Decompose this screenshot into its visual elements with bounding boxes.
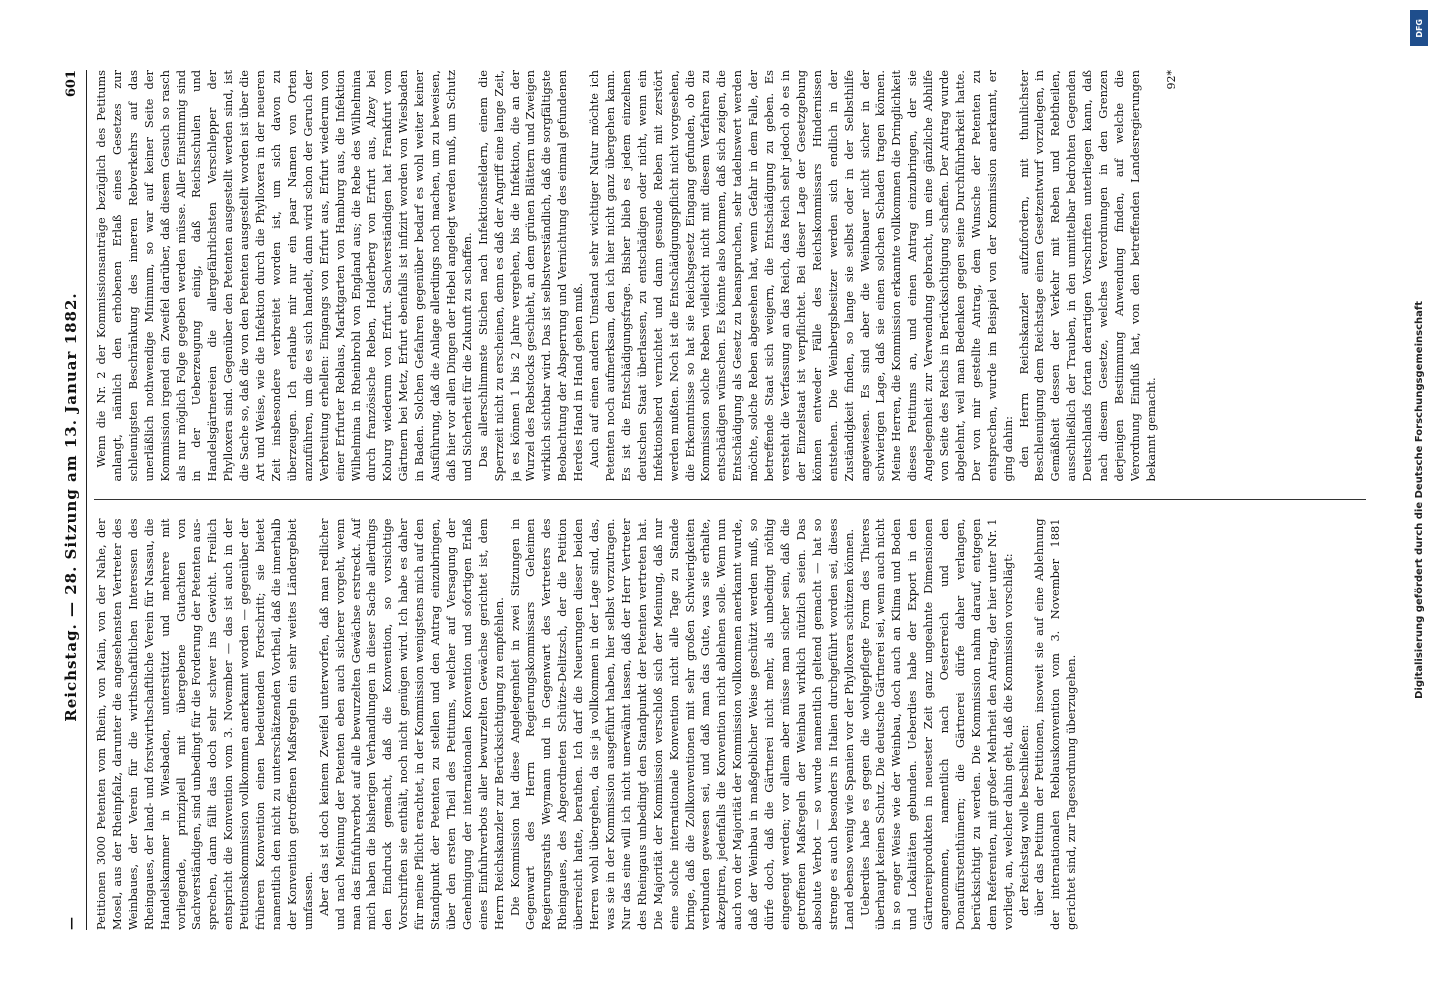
paragraph: Das allerschlimmste Stichen nach Infektionsfeldern, einem die Sperrzeit nicht zu erscheinen, denn es daß der Angriff eine lange Zeit, ja es können 1 bis 2 Jahre vergehen, bis die Infektion, die an der Wurzel des Rebstocks geschieht, an dem grünen Blättern und Zweigen wirklich sichtbar wird. Das ist selbstverständlich, daß die sorgfältigste Beobachtung der Absperrung und Vernichtung des einmal gefundenen Herdes Hand in Hand gehen muß. xyxy=(475,70,586,482)
page-number: 601 xyxy=(63,70,79,98)
paragraph: Aber das ist doch keinem Zweifel unterworfen, daß man redlicher und nach Meinung der Petenten eben auch sicherer vorgeht, wenn man das Einfuhrverbot auf alle bewurzelten Gewächse erstreckt. Auf mich haben die bisherigen Verhandlungen in dieser Sache allerdings den Eindruck gemacht, daß die Konvention, so vorsichtige Vorschriften sie enthält, noch nicht genügen wird. Ich habe es daher für meine Pflicht erachtet, in der Kommission wenigstens mich auf den Standpunkt der Petenten zu stellen und den Antrag einzubringen, über den ersten Theil des Petitums, welcher auf Versagung der Genehmigung der internationalen Konvention und sofortigen Erlaß eines Einfuhrverbots aller bewurzelten Gewächse gerichtet ist, dem Herrn Reichskanzler zur Berücksichtigung zu empfehlen. xyxy=(316,518,506,930)
paragraph: über das Petitum der Petitionen, insoweit sie auf eine Ablehnung der internationalen Reblauskonvention vom 3. November 1881 gerichtet sind, zur Tagesordnung überzugehen. xyxy=(1032,518,1079,930)
dfg-logo xyxy=(1410,10,1428,46)
page-title: Reichstag. — 28. Sitzung am 13. Januar 1882. xyxy=(62,292,80,722)
paragraph: Die Kommission hat diese Angelegenheit in zwei Sitzungen in Gegenwart des Herrn Regierungskommissars Geheimen Regierungsraths Weymann und in Gegenwart des Vertreters des Rheingaues, des Abgeordneten Schütze-Delitzsch, der die Petition überreicht hatte, berathen. Ich darf die Neuerungen dieser beiden Herren wohl übergehen, da sie ja vollkommen in der Lage sind, das, was sie in der Kommission ausgeführt haben, hier selbst vorzutragen. Nur das eine will ich nicht unerwähnt lassen, daß der Herr Vertreter des Rheingaus unbedingt den Standpunkt der Petenten vertreten hat. Die Majorität der Kommission verschloß sich der Meinung, daß nur eine solche internationale Konvention nicht alle Tage zu Stande bringe, daß die Zollkonventionen mit sehr großen Schwierigkeiten verbunden gewesen sei, und daß man das Gute, was sie erhalte, akzeptiren, jedenfalls die Konvention nicht ablehnen solle. Wenn nun auch von der Majorität der Kommission vollkommen anerkannt wurde, daß der Weinbau in maßgeblicher Weise geschützt werden muß, so dürfe doch, daß die Gärtnerei nicht mehr, als unbedingt nöthig eingeengt werden; vor allem aber müsse man sicher sein, daß die getroffenen Maßregeln der Weinbau wirklich nützlich seien. Das absolute Verbot — so wurde namentlich geltend gemacht — hat so strenge es auch besonders in Italien durchgeführt worden sei, dieses Land ebenso wenig wie Spanien vor der Phylloxera schützen können. xyxy=(507,518,856,930)
right-column xyxy=(94,70,1366,482)
header-left-mark: — xyxy=(63,917,79,930)
paragraph: Wenn die Nr. 2 der Kommissionsanträge bezüglich des Petitums anlangt, nämlich den erhobenen Erlaß eines Gesetzes zur schleunigsten Beschränkung des inneren Rebverkehrs auf das unerläßlich nothwendige Minimum, so war auf keiner Seite der Kommission irgend ein Zweifel darüber, daß diesem Gesuch so rasch als nur möglich Folge gegeben werden müsse. Aller Einstimmig sind in der Ueberzeugung einig, daß Reichsschulen und Handelsgärtnereien die allergefährlichsten Verschlepper der Phylloxera sind. Gegenüber den Petenten ausgestellt werden sind, ist die Sache so, daß die von den Petenten ausgestellt worden ist über die Art und Weise, wie die Infektion durch die Phylloxera in der neueren Zeit insbesondere verbreitet worden ist, um sich davon zu überzeugen. Ich erlaube mir nur ein paar Namen von Orten anzuführen, um die es sich handelt, dann wird schon der Geruch der Verbreitung erhellen: Eingangs von Erfurt aus, Erfurt wiederum von einer Erfurter Reblaus, Marktgarten von Hamburg aus, die Infektion Wilhelmina in Rheinbrohl von England aus; die Rebe des Wilhelmina durch französische Reben, Holderberg von Erfurt aus, Alzey bei Koburg wiederum von Erfurt. Sachverständigen hat Frankfurt vom Gärtnern bei Metz, Erfurt ebenfalls ist infizirt worden von Wiesbaden in Baden. Solchen Gefahren gegenüber bedarf es wohl weiter keiner Ausführung, daß die Anlage allerdings noch machen, um zu beweisen, daß hier vor allen Dingen der Hebel angelegt werden muß, um Schutz und Sicherheit für die Zukunft zu schaffen. xyxy=(94,70,474,482)
text-columns xyxy=(94,70,1366,930)
paragraph: der Reichstag wolle beschließen: xyxy=(1016,724,1031,916)
paragraph: den Herrn Reichskanzler aufzufordern, mit thunlichster Beschleunigung dem Reichstage einen Gesetzentwurf vorzulegen, in Gemäßheit dessen der Verkehr mit Reben und Rebtheilen, ausschließlich der Trauben, in den unmittelbar bedrohten Gegenden Deutschlands fortan derartigen Vorschriften unterliegen kann, daß nach diesem Gesetze, welches Verordnungen in den Grenzen derjenigen Bestimmung Anwendung finden, auf welche die Verordnung Einfluß hat, von den betreffenden Landesregierungen bekannt gemacht. xyxy=(1016,70,1158,482)
dfg-logo-text: DFG xyxy=(1414,18,1424,38)
signature-mark: 92* xyxy=(1164,70,1178,90)
newspaper-page xyxy=(56,50,1376,950)
column-divider xyxy=(94,500,1366,501)
digitization-credit xyxy=(1410,10,1428,990)
paragraph: Auch auf einen andern Umstand sehr wichtiger Natur möchte ich Petenten noch aufmerksam, den ich hier nicht ganz übergehen kann. Es ist die Entschädigungsfrage. Bisher blieb es jedem einzelnen deutschen Staat überlassen, zu entschädigen oder nicht, wenn ein Infektionsherd vernichtet und dann gesunde Reben mit zerstört werden mußten. Noch ist die Entschädigungspflicht nicht vorgesehen, die Erkenntnisse so hat sie Reichsgesetz Eingang gefunden, ob die Kommission solche Reben vielleicht nicht mit diesem Verfahren zu entschädigen wünschen. Es könnte also kommen, daß sich zeigen, die Entschädigung als Gesetz zu beanspruchen, sehr tadelnswert werden möchte, solche Reben abgesehen hat, wenn Gefahr in dem Falle, der betreffende Staat sich weigern, die Entschädigung zu geben. Es versteht die Verfassung an das Reich, das Reich sehr jedoch ob es in der Einzelstaat ist verpflichtet. Bei dieser Lage der Gesetzgebung können entweder Fälle des Reichskommissars Hindernissen entstehen. Die Weinbergsbesitzer werden sich endlich in der Zuständigkeit finden, so lange sie selbst oder in der Selbsthilfe angewiesen. Es sind aber die Weinbauer nicht sicher in der schwierigen Lage, daß sie einen solchen Schaden tragen können. Meine Herren, die Kommission erkannte vollkommen die Dringlichkeit dieses Petitums an, und einen Antrag einzubringen, der sie Angelegenheit zur Verwendung gebracht, um eine gänzliche Abhilfe von Seite des Reichs in Berücksichtigung schaffen. Der Antrag wurde abgelehnt, weil man Bedenken gegen seine Durchführbarkeit hatte. Der von mir gestellte Antrag, dem Wunsche der Petenten zu entsprechen, wurde im Beispiel von der Kommission anerkannt, er ging dahin: xyxy=(587,70,1015,482)
credit-text: Digitalisierung gefördert durch die Deutsche Forschungsgemeinschaft xyxy=(1413,301,1425,699)
left-column xyxy=(94,519,1366,931)
paragraph: Petitionen 3000 Petenten vom Rhein, von Main, von der Nahe, der Mosel, aus der Rheinpfalz, darunter die angesehensten Vertreter des Weinbaues, der Verein für die wirthschaftlichen Interessen des Rheingaues, der land- und forstwirthschaftliche Verein für Nassau, die Handelskammer in Wiesbaden, unterstützt und mehrere mit vorliegende, prinzipiell mit übergebene Gutachten von Sachverständigen, sind unbedingt für die Forderung der Petenten aus- sprechen, dann fällt das doch sehr schwer ins Gewicht. Freilich entspricht die Konvention vom 3. November — das ist auch in der Petitionskommission vollkommen anerkannt worden — gegenüber der früheren Konvention einen bedeutenden Fortschritt; sie bietet namentlich den nicht zu unterschätzenden Vortheil, daß die innerhalb der Konvention getroffenen Maßregeln ein sehr weites Ländergebiet umfassen. xyxy=(94,518,315,930)
paragraph: Ueberdies habe es gegen die wohlgepflegte Form des Thieres überhaupt keinen Schutz. Die deutsche Gärtnerei sei, wenn auch nicht in so enger Weise wie der Weinbau, doch auch an Klima und Boden und Lokalitäten gebunden. Ueberdies habe der Export in den Gärtnereiprodukten in neuester Zeit ganz ungeahnte Dimensionen angenommen, namentlich nach Oesterreich und den Donaufürstenthümern; die Gärtnerei dürfe daher verlangen, berücksichtigt zu werden. Die Kommission nahm darauf, entgegen dem Referenten, mit großer Mehrheit den Antrag, der hier unter Nr. 1 vorliegt, an, welcher dahin geht, daß die Kommission vorschlägt: xyxy=(857,518,1015,930)
page-header xyxy=(56,70,87,930)
